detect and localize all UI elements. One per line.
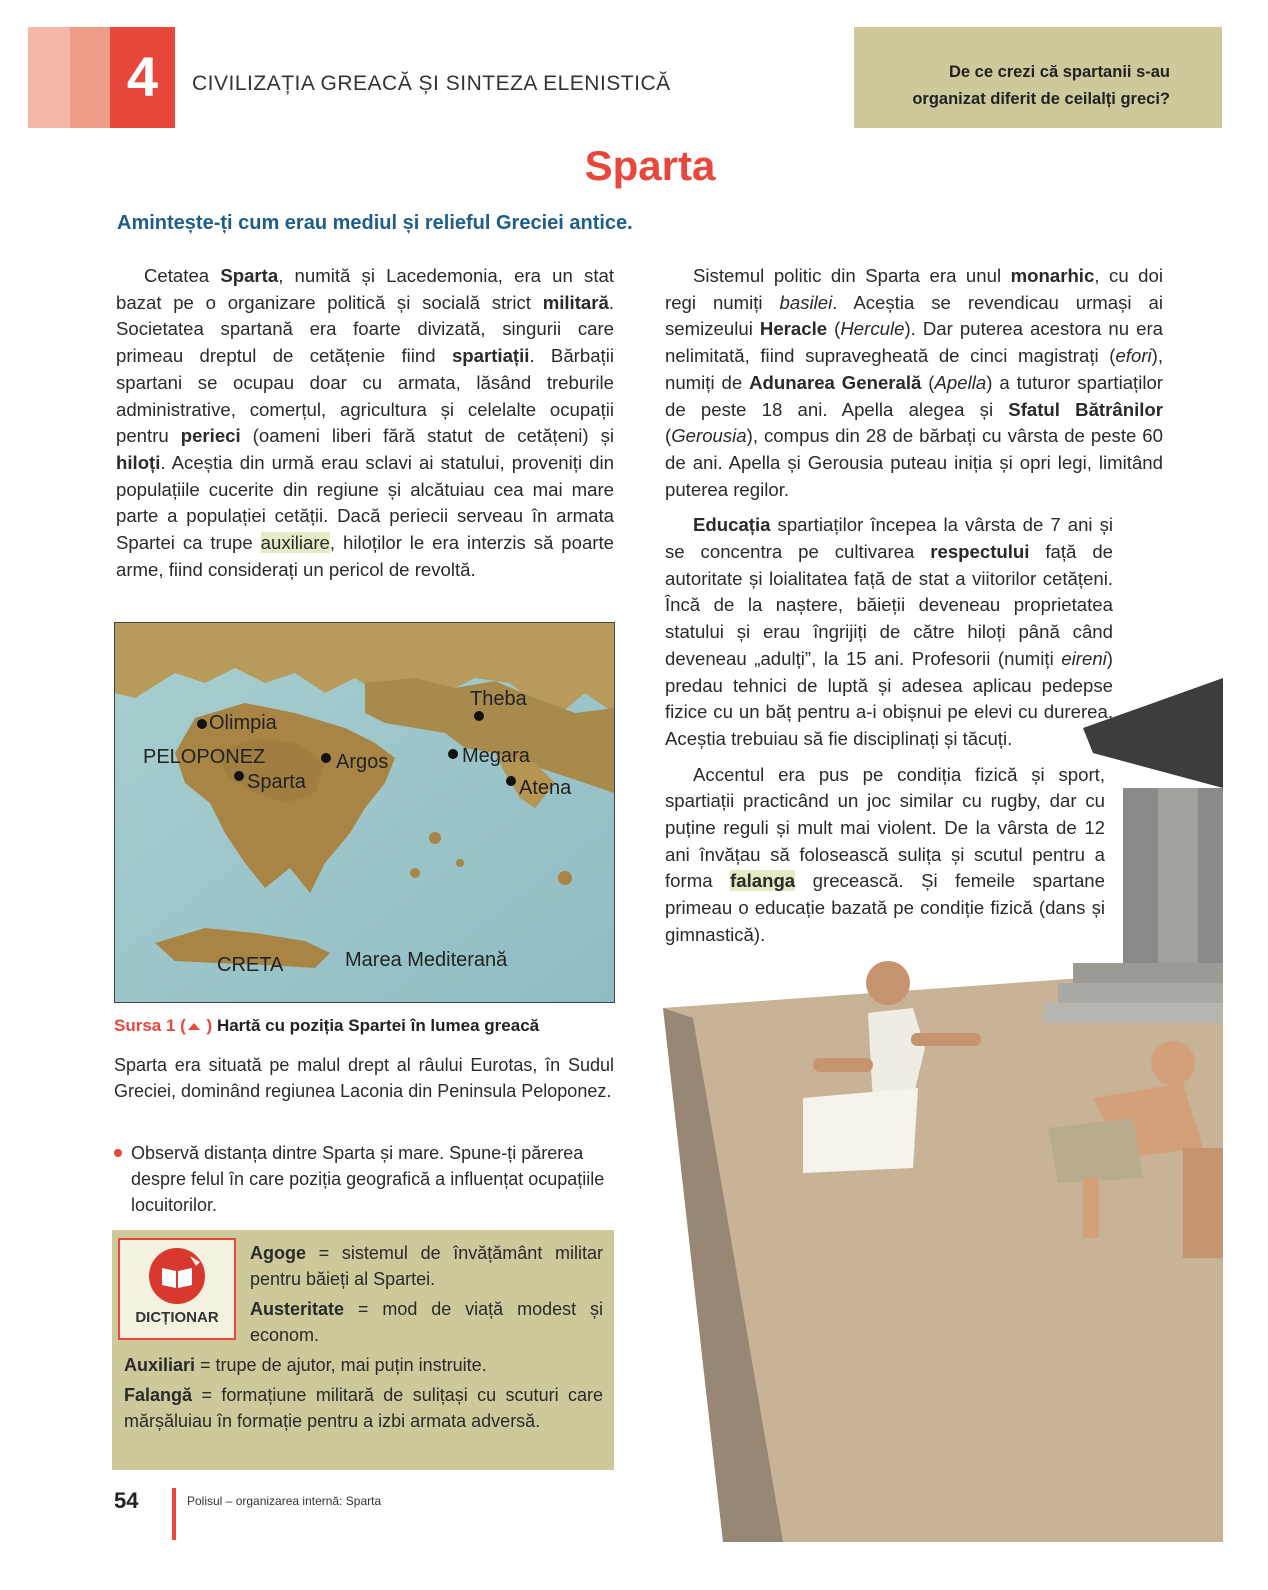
guiding-question-line1: De ce crezi că spartanii s-au xyxy=(948,63,1170,81)
page-number: 54 xyxy=(114,1488,139,1513)
map-image xyxy=(115,623,614,1002)
map-dot-megara xyxy=(448,749,458,759)
chapter-number: 4 xyxy=(110,27,175,128)
map-label-marea: Marea Mediterană xyxy=(345,949,508,971)
dictionary-entry-falanga: Falangă = formațiune militară de sulițași cu scuturi care mărșăluiau în formație pentru a izbi armata adversă. xyxy=(124,1385,603,1431)
glossary-term-falanga[interactable]: falanga xyxy=(730,870,796,892)
map-dot-olimpia xyxy=(197,719,207,729)
paragraph-education: Educația spartiaților începea la vârsta de 7 ani și se concentra pe cultivarea respectului față de autoritate și loialitatea față de stat a viitorilor cetățeni. Încă de la naștere, băieții deveneau proprietatea statului și erau îngrijiți de către hiloți până când deveneau „adulți”, la 15 ani. Profesorii (numiți eireni) predau tehnici de luptă și adesea aplicau pedepse fizice cu un băț pentru a-i obișnui pe elevi cu durerea. Aceștia trebuiau să fie disciplinați și tăcuți. xyxy=(665,514,1113,749)
task-text: Observă distanța dintre Sparta și mare. Spune-ți părerea despre felul în care poziția geografică a influențat ocupațiile locuitorilor. xyxy=(131,1143,605,1215)
guiding-question xyxy=(854,27,1222,128)
source-title: Hartă cu poziția Spartei în lumea greacă xyxy=(216,1016,540,1035)
map-label-sparta: Sparta xyxy=(247,771,306,793)
map-label-peloponez: PELOPONEZ xyxy=(143,746,266,768)
bullet-icon xyxy=(114,1149,122,1157)
book-icon xyxy=(120,1240,234,1310)
right-column xyxy=(665,263,1163,958)
paragraph-society: Cetatea Sparta, numită și Lacedemonia, era un stat bazat pe o organizare politică și socială strict militară. Societatea spartană era foarte divizată, singurii care primeau dreptul de cetățenie fiind spartiații. Bărbații spartani se ocupau doar cu armata, lăsând treburile administrative, comerțul, agricultura și celelalte ocupații pentru perieci (oameni liberi fără statut de cetățeni) și hiloți. Aceștia din urmă erau sclavi ai statului, proveniți din populațiile cucerite din regiune și alcătuiau cea mai mare parte a populației cetății. Dacă periecii serveau în armata Spartei ca trupe auxiliare, hiloților le era interzis să poarte arme, fiind considerați un pericol de revoltă. xyxy=(116,265,615,580)
running-title: Polisul – organizarea internă: Sparta xyxy=(187,1494,382,1508)
footer-divider xyxy=(172,1488,176,1540)
source-description: Sparta era situată pe malul drept al râului Eurotas, în Sudul Greciei, dominând regiunea Laconia din Peninsula Peloponez. xyxy=(114,1055,614,1101)
map-label-megara: Megara xyxy=(462,745,530,767)
lesson-subtitle: Amintește-ți cum erau mediul și relieful Greciei antice. xyxy=(117,212,633,234)
dictionary-entry-auxiliari: Auxiliari = trupe de ajutor, mai puțin instruite. xyxy=(124,1355,487,1375)
map-label-argos: Argos xyxy=(336,751,389,773)
page-title: Sparta xyxy=(584,142,716,189)
map-dot-argos xyxy=(321,753,331,763)
map-label-olimpia: Olimpia xyxy=(209,712,277,734)
dictionary-label: DICȚIONAR xyxy=(135,1309,219,1326)
map-label-creta: CRETA xyxy=(217,954,284,976)
left-column xyxy=(116,263,614,592)
map-dot-theba xyxy=(474,711,484,721)
triangle-up-icon xyxy=(186,1021,202,1031)
paragraph-physical-training: Accentul era pus pe condiția fizică și sport, spartiații practicând un joc similar cu rugby, dar cu puține reguli și mult mai violent. De la vârsta de 12 ani învățau să folosească sulița și scutul pentru a forma falanga grecească. Și femeile spartane primeau o educație bazată pe condiție fizică (dans și gimnastică). xyxy=(665,763,1105,945)
paragraph-political-system: Sistemul politic din Sparta era unul monarhic, cu doi regi numiți basilei. Aceștia se revendicau urmași ai semizeului Heracle (Hercule). Dar puterea acestora nu era nelimitată, fiind supravegheată de cinci magistrați (efori), numiți de Adunarea Generală (Apella) a tuturor spartiaților de peste 18 ani. Apella alegea și Sfatul Bătrânilor (Gerousia), compus din 28 de bărbați cu vârsta de peste 60 de ani. Apella și Gerousia puteau iniția și opri legi, limitând puterea regilor. xyxy=(665,265,1163,500)
source-caption: Sursa 1 ( ) Hartă cu poziția Spartei în lumea greacă xyxy=(114,1016,540,1035)
task-bullet xyxy=(114,1140,614,1218)
dictionary-entry-agoge: Agoge = sistemul de învățământ militar pentru băieți al Spartei. xyxy=(250,1243,603,1289)
map-dot-atena xyxy=(506,776,516,786)
chapter-tab-decoration-dark xyxy=(70,27,110,128)
source-label: Sursa 1 ( xyxy=(114,1016,186,1035)
dictionary-entry-austeritate: Austeritate = mod de viață modest și econom. xyxy=(250,1299,603,1345)
map-greece xyxy=(114,622,615,1003)
chapter-title: CIVILIZAȚIA GREACĂ ȘI SINTEZA ELENISTICĂ xyxy=(192,72,671,95)
glossary-term-auxiliare[interactable]: auxiliare xyxy=(260,532,330,554)
map-dot-sparta xyxy=(234,771,244,781)
map-label-theba: Theba xyxy=(470,688,527,710)
map-label-atena: Atena xyxy=(519,777,572,799)
guiding-question-line2: organizat diferit de ceilalți greci? xyxy=(912,90,1170,108)
